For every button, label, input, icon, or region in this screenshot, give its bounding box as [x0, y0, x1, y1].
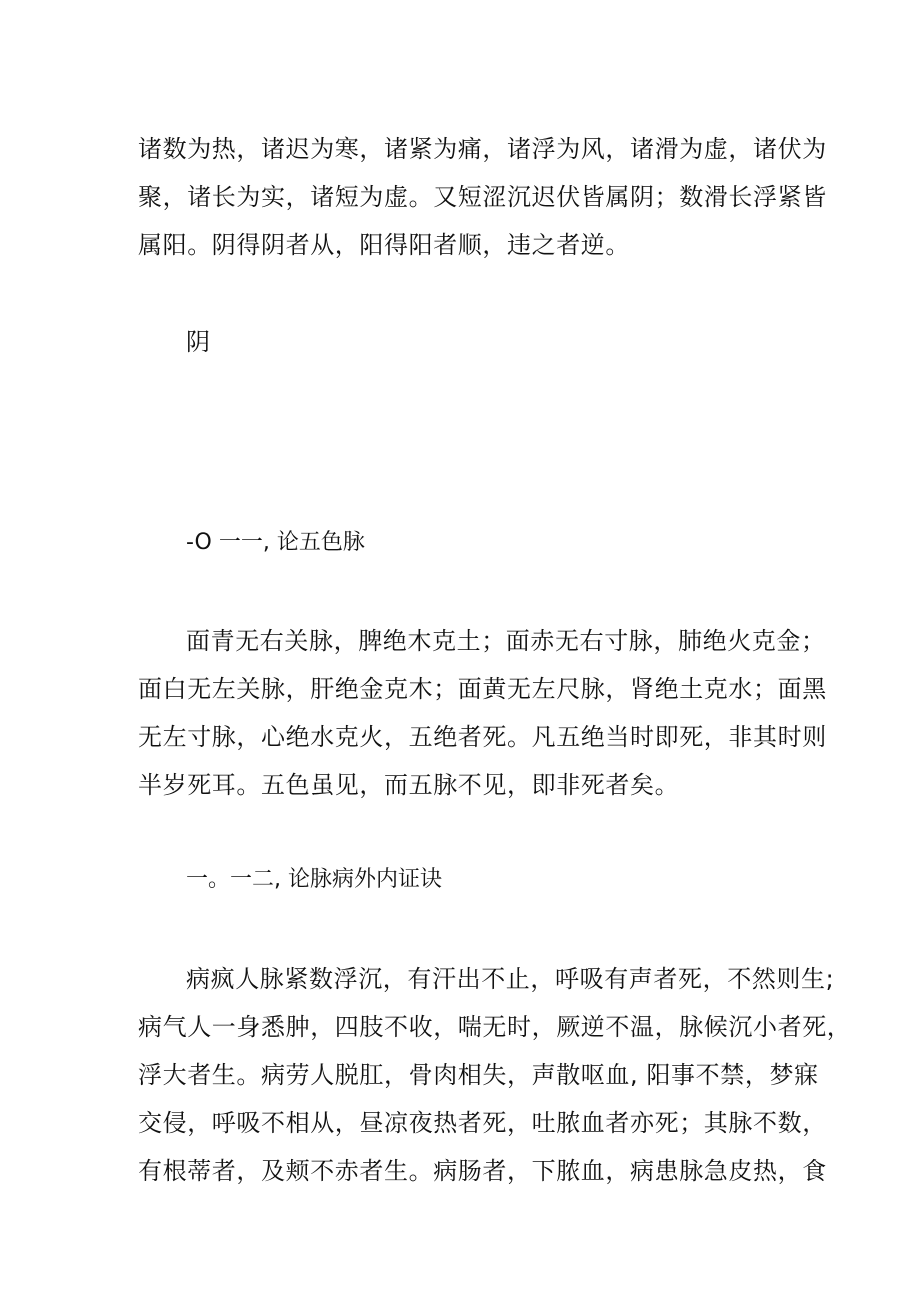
- section1-heading: -O 一一, 论五色脉: [186, 530, 365, 555]
- section1-line-2: 面白无左关脉，肝绝金克木；面黄无左尺脉，肾绝土克水；面黑: [138, 675, 827, 703]
- section1-line-1: 面青无右关脉，脾绝木克土；面赤无右寸脉，肺绝火克金；: [186, 627, 826, 655]
- fragment-text: 阴: [186, 328, 211, 356]
- section1-line-4: 半岁死耳。五色虽见，而五脉不见，即非死者矣。: [138, 771, 680, 799]
- paragraph1-line-3: 属阳。阴得阴者从，阳得阳者顺，违之者逆。: [138, 231, 630, 259]
- paragraph1-line-2: 聚，诸长为实，诸短为虚。又短涩沉迟伏皆属阴；数滑长浮紧皆: [138, 183, 827, 211]
- paragraph1-line-1: 诸数为热，诸迟为寒，诸紧为痛，诸浮为风，诸滑为虚，诸伏为: [138, 135, 827, 163]
- section2-heading: 一。一二, 论脉病外内证诀: [186, 867, 442, 892]
- section2-line-2: 病气人一身悉肿，四肢不收，喘无时，厥逆不温，脉候沉小者死，: [138, 1013, 852, 1041]
- section2-line-5: 有根蒂者，及颊不赤者生。病肠者，下脓血，病患脉急皮热，食: [138, 1157, 827, 1185]
- section1-line-3: 无左寸脉，心绝水克火，五绝者死。凡五绝当时即死，非其时则: [138, 723, 827, 751]
- section2-line-4: 交侵，呼吸不相从，昼凉夜热者死，吐脓血者亦死；其脉不数，: [138, 1109, 827, 1137]
- section2-line-3: 浮大者生。病劳人脱肛，骨肉相失，声散呕血, 阳事不禁，梦寐: [138, 1061, 819, 1089]
- section2-line-1: 病疯人脉紧数浮沉，有汗出不止，呼吸有声者死，不然则生;: [186, 965, 835, 993]
